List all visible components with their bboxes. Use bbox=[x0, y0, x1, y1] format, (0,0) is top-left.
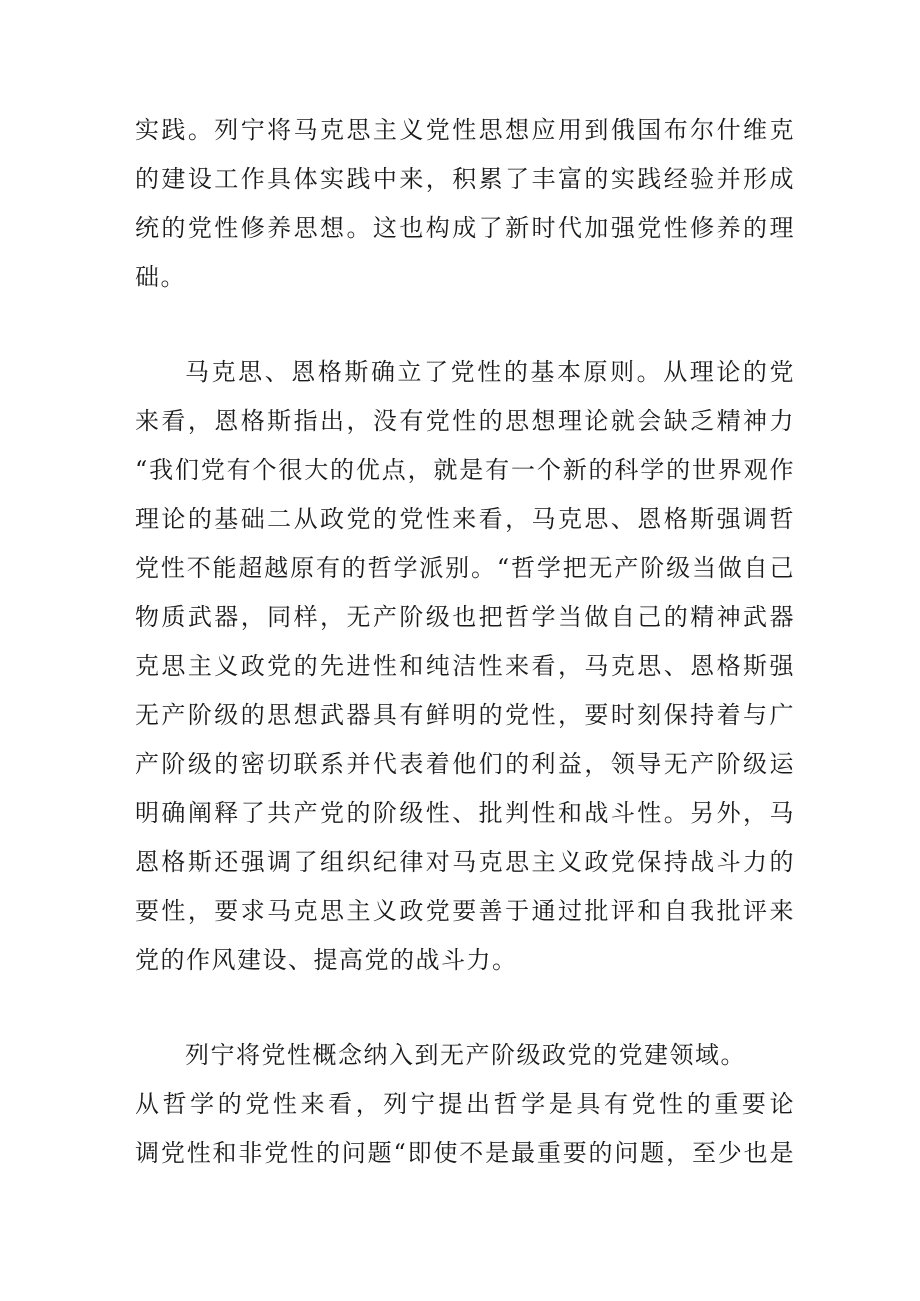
text-line: 实践。列宁将马克思主义党性思想应用到俄国布尔什维克 bbox=[135, 116, 795, 144]
text-line: 来看，恩格斯指出，没有党性的思想理论就会缺乏精神力 bbox=[135, 407, 795, 435]
text-line: 础。 bbox=[135, 263, 186, 291]
text-line: 调党性和非党性的问题“即使不是最重要的问题，至少也是 bbox=[135, 1139, 795, 1167]
text-line: 从哲学的党性来看，列宁提出哲学是具有党性的重要论 bbox=[135, 1090, 795, 1118]
text-line: 列宁将党性概念纳入到无产阶级政党的党建领域。 bbox=[185, 1041, 746, 1069]
text-line: 恩格斯还强调了组织纪律对马克思主义政党保持战斗力的 bbox=[135, 848, 795, 876]
text-line: 统的党性修养思想。这也构成了新时代加强党性修养的理 bbox=[135, 214, 795, 242]
text-line: 党性不能超越原有的哲学派别。“哲学把无产阶级当做自己 bbox=[135, 554, 795, 582]
text-line: 理论的基础二从政党的党性来看，马克思、恩格斯强调哲 bbox=[135, 505, 795, 533]
text-line: 马克思、恩格斯确立了党性的基本原则。从理论的党 bbox=[185, 358, 795, 386]
text-line: 无产阶级的思想武器具有鲜明的党性，要时刻保持着与广 bbox=[135, 701, 795, 729]
text-line: 明确阐释了共产党的阶级性、批判性和战斗性。另外，马 bbox=[135, 799, 795, 827]
text-line: “我们党有个很大的优点，就是有一个新的科学的世界观作 bbox=[135, 456, 795, 484]
text-line: 克思主义政党的先进性和纯洁性来看，马克思、恩格斯强 bbox=[135, 652, 795, 680]
text-line: 要性，要求马克思主义政党要善于通过批评和自我批评来 bbox=[135, 897, 795, 925]
text-line: 物质武器，同样，无产阶级也把哲学当做自己的精神武器 bbox=[135, 603, 795, 631]
text-line: 产阶级的密切联系并代表着他们的利益，领导无产阶级运 bbox=[135, 750, 795, 778]
text-line: 的建设工作具体实践中来，积累了丰富的实践经验并形成 bbox=[135, 165, 795, 193]
text-line: 党的作风建设、提高党的战斗力。 bbox=[135, 946, 518, 974]
